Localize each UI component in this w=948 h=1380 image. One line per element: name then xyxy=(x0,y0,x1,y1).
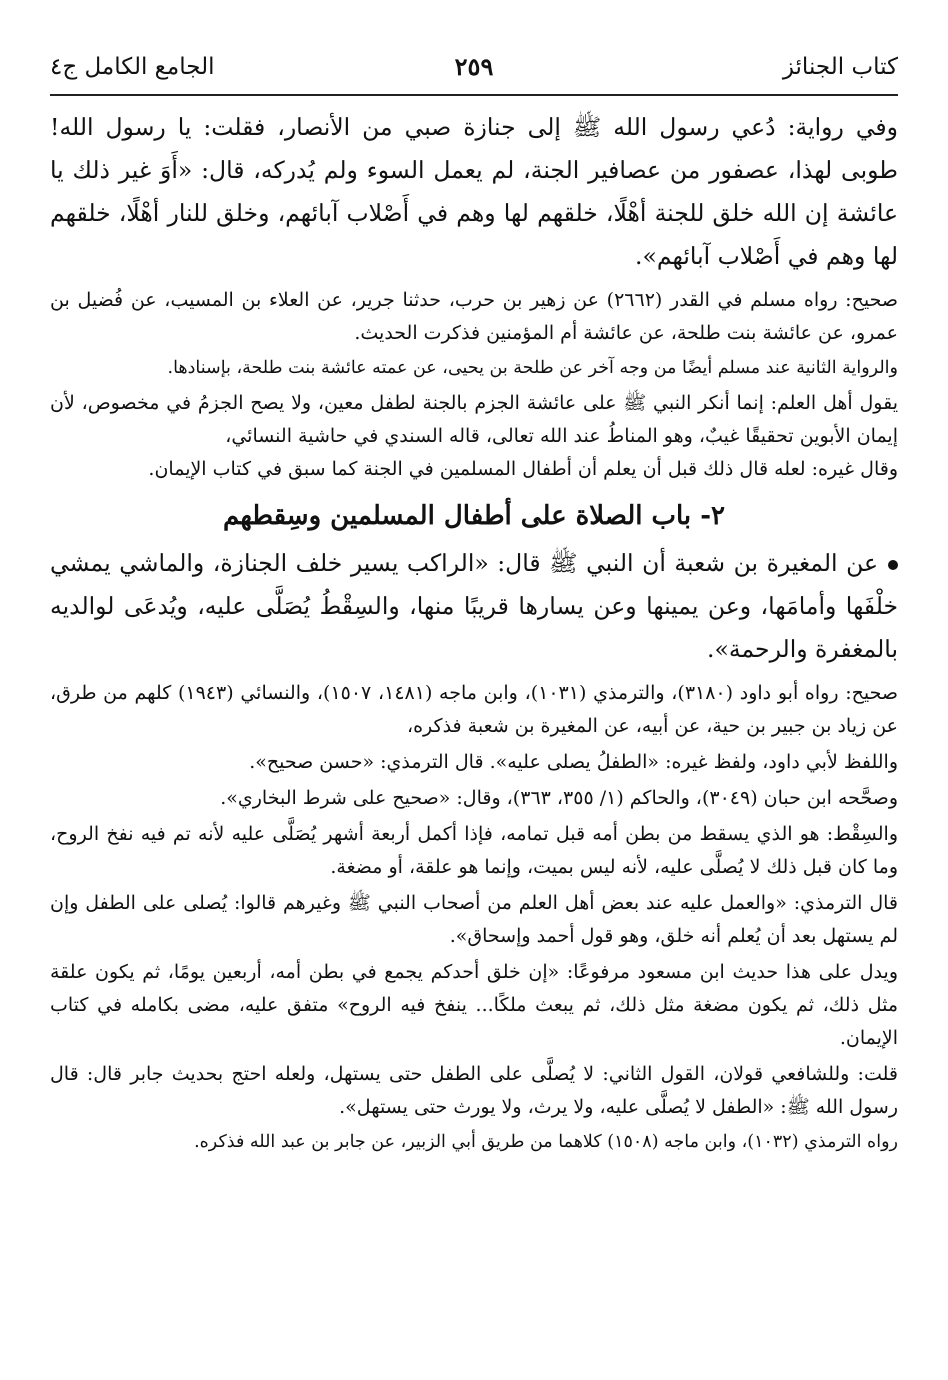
hadith-text: وفي رواية: دُعي رسول الله ﷺ إلى جنازة صبي من الأنصار، فقلت: يا رسول الله! طوبى لهذا، عصفور من عصافير الجنة، لم يعمل السوء ولم يُدركه، قال: «أَوَ غير ذلك يا عائشة إن الله خلق للجنة أهْلًا، خلقهم لها وهم في أَصْلاب آبائهم، وخلق للنار أهْلًا، خلقهم لها وهم في أَصْلاب آبائهم». xyxy=(50,113,898,270)
takhrij-note: صحيح: رواه أبو داود (٣١٨٠)، والترمذي (١٠٣١)، وابن ماجه (١٤٨١، ١٥٠٧)، والنسائي (١٩٤٣) كلهم من طرق، عن زياد بن جبير بن حية، عن أبيه، عن المغيرة بن شعبة فذكره، xyxy=(50,682,899,737)
bullet-icon xyxy=(888,560,898,570)
page-header xyxy=(50,46,898,96)
takhrij-note: صحيح: رواه مسلم في القدر (٢٦٦٢) عن زهير بن حرب، حدثنا جرير، عن العلاء بن المسيب، عن فُضيل بن عمرو، عن عائشة بنت طلحة، عن عائشة أم المؤمنين فذكرت الحديث. xyxy=(50,289,898,344)
commentary-note: واللفظ لأبي داود، ولفظ غيره: «الطفلُ يصلى عليه». قال الترمذي: «حسن صحيح». xyxy=(249,751,898,773)
commentary-note: وصحَّحه ابن حبان (٣٠٤٩)، والحاكم (١/ ٣٥٥، ٣٦٣)، وقال: «صحيح على شرط البخاري». xyxy=(220,787,898,809)
page-number: ٢٥٩ xyxy=(454,52,494,81)
commentary-note: وقال غيره: لعله قال ذلك قبل أن يعلم أن أطفال المسلمين في الجنة كما سبق في كتاب الإيمان. xyxy=(148,458,898,480)
commentary-note: يقول أهل العلم: إنما أنكر النبي ﷺ على عائشة الجزم بالجنة لطفل معين، ولا يصح الجزمُ في مخصوص، لأن إيمان الأبوين تحقيقًا غيبٌ، وهو المناطُ عند الله تعالى، قاله السندي في حاشية النسائي، xyxy=(50,392,898,447)
chapter-running-title: كتاب الجنائز xyxy=(782,54,898,80)
commentary-note: والسِقْط: هو الذي يسقط من بطن أمه قبل تمامه، فإذا أكمل أربعة أشهر يُصَلَّى عليه لأنه تم فيه نفخ الروح، وما كان قبل ذلك لا يُصلَّى عليه، لأنه ليس بميت، وإنما هو علقة، أو مضغة. xyxy=(50,823,898,878)
book-running-title: الجامع الكامل ج٤ xyxy=(50,54,215,80)
commentary-note: والرواية الثانية عند مسلم أيضًا من وجه آخر عن طلحة بن يحيى، عن عمته عائشة بنت طلحة، بإسنادها. xyxy=(167,358,898,378)
takhrij-note: رواه الترمذي (١٠٣٢)، وابن ماجه (١٥٠٨) كلاهما من طريق أبي الزبير، عن جابر بن عبد الله فذكره. xyxy=(194,1132,898,1152)
hadith-text: عن المغيرة بن شعبة أن النبي ﷺ قال: «الراكب يسير خلف الجنازة، والماشي يمشي خلْفَها وأمامَها، وعن يمينها وعن يسارها قريبًا منها، والسِقْطُ يُصَلَّى عليه، ويُدعَى لوالديه بالمغفرة والرحمة». xyxy=(50,549,898,663)
page-content xyxy=(50,106,898,1158)
commentary-note: قال الترمذي: «والعمل عليه عند بعض أهل العلم من أصحاب النبي ﷺ وغيرهم قالوا: يُصلى على الطفل وإن لم يستهل بعد أن يُعلم أنه خلق، وهو قول أحمد وإسحاق». xyxy=(50,892,898,947)
commentary-note: قلت: وللشافعي قولان، القول الثاني: لا يُصلَّى على الطفل حتى يستهل، ولعله احتج بحديث جابر قال: قال رسول الله ﷺ: «الطفل لا يُصلَّى عليه، ولا يرث، ولا يورث حتى يستهل». xyxy=(50,1063,898,1118)
commentary-note: ويدل على هذا حديث ابن مسعود مرفوعًا: «إن خلق أحدكم يجمع في بطن أمه، أربعين يومًا، ثم يكون علقة مثل ذلك، ثم يكون مضغة مثل ذلك، ثم يبعث ملكًا... ينفخ فيه الروح» متفق عليه، مضى بكامله في كتاب الإيمان. xyxy=(50,961,898,1049)
chapter-heading: ٢- باب الصلاة على أطفال المسلمين وسِقطهم xyxy=(223,501,725,531)
